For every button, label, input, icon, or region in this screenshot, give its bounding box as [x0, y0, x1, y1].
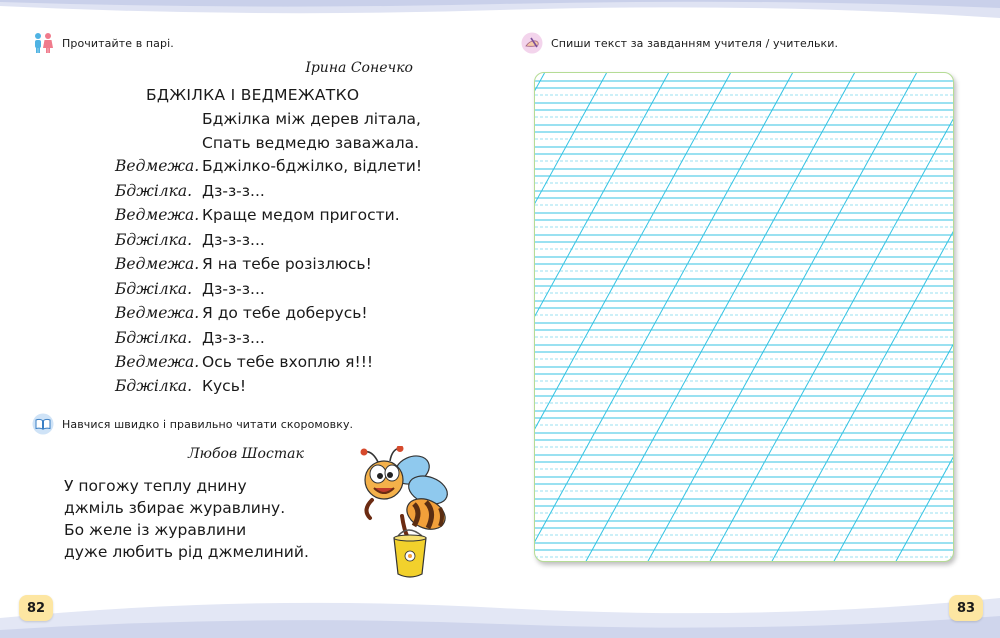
dialogue-line: Ось тебе вхоплю я!!! — [202, 353, 374, 371]
dialogue-row — [0, 206, 480, 230]
poem2-author: Любов Шостак — [188, 446, 304, 462]
slant-guide-line — [535, 73, 545, 562]
pair-reading-icon — [32, 32, 54, 54]
dialogue-line: Я на тебе розізлюсь! — [202, 255, 372, 273]
instruction-copy-text — [521, 32, 838, 54]
dialogue-row — [0, 255, 480, 279]
slant-guide-line — [771, 73, 954, 562]
dialogue-speaker: Ведмежа. — [115, 157, 200, 175]
poem2-line: дуже любить рід джмелиний. — [64, 543, 309, 561]
dialogue-row — [0, 182, 480, 206]
dialogue-speaker: Ведмежа. — [115, 304, 200, 322]
slant-guide-line — [535, 73, 669, 562]
slant-guide-line — [895, 73, 954, 562]
dialogue-row — [0, 304, 480, 328]
dialogue-row — [0, 377, 480, 401]
dialogue-row — [0, 353, 480, 377]
open-book-icon — [32, 413, 54, 435]
dialogue-line: Дз-з-з... — [202, 329, 265, 347]
poem1-author: Ірина Сонечко — [305, 60, 413, 76]
instruction-tongue-twister — [32, 413, 353, 435]
slant-guide-line — [535, 73, 793, 562]
dialogue-line: Краще медом пригости. — [202, 206, 400, 224]
dialogue-row — [0, 329, 480, 353]
page-number-right: 83 — [949, 595, 983, 621]
poem1-title: БДЖІЛКА І ВЕДМЕЖАТКО — [146, 86, 360, 104]
slant-guide-line — [647, 73, 917, 562]
slant-guide-line — [709, 73, 954, 562]
dialogue-speaker: Бджілка. — [115, 182, 193, 200]
instruction-pair-reading — [32, 32, 174, 54]
writing-hand-icon — [521, 32, 543, 54]
poem1-intro-line: Бджілка між дерев літала, — [202, 110, 421, 128]
dialogue-speaker: Бджілка. — [115, 280, 193, 298]
dialogue-speaker: Ведмежа. — [115, 353, 200, 371]
dialogue-row — [0, 231, 480, 255]
dialogue-speaker: Ведмежа. — [115, 255, 200, 273]
dialogue-speaker: Бджілка. — [115, 377, 193, 395]
dialogue-line: Я до тебе доберусь! — [202, 304, 368, 322]
bottom-decorative-band — [0, 578, 1000, 638]
page-number-left: 82 — [19, 595, 53, 621]
handwriting-practice-sheet[interactable] — [534, 72, 954, 562]
dialogue-row — [0, 157, 480, 181]
slant-guide-line — [585, 73, 855, 562]
poem2-line: джміль збирає журавлину. — [64, 499, 286, 517]
dialogue-line: Бджілко-бджілко, відлети! — [202, 157, 423, 175]
instruction-tongue-twister-text: Навчися швидко і правильно читати скоромовку. — [62, 417, 354, 431]
poem1-intro-line: Спать ведмедю заважала. — [202, 134, 420, 152]
bee-with-honey-bucket-illustration — [352, 446, 454, 586]
dialogue-speaker: Бджілка. — [115, 329, 193, 347]
dialogue-line: Дз-з-з... — [202, 231, 265, 249]
instruction-pair-text: Прочитайте в парі. — [62, 36, 174, 50]
dialogue-speaker: Ведмежа. — [115, 206, 200, 224]
dialogue-row — [0, 280, 480, 304]
dialogue-line: Дз-з-з... — [202, 280, 265, 298]
dialogue-line: Кусь! — [202, 377, 247, 395]
poem2-line: У погожу теплу днину — [64, 477, 247, 495]
dialogue-speaker: Бджілка. — [115, 231, 193, 249]
handwriting-ruling — [535, 73, 954, 562]
dialogue-line: Дз-з-з... — [202, 182, 265, 200]
poem2-line: Бо желе із журавлини — [64, 521, 247, 539]
top-decorative-band — [0, 0, 1000, 30]
instruction-copy-text-label: Спиши текст за завданням учителя / учительки. — [551, 36, 839, 50]
